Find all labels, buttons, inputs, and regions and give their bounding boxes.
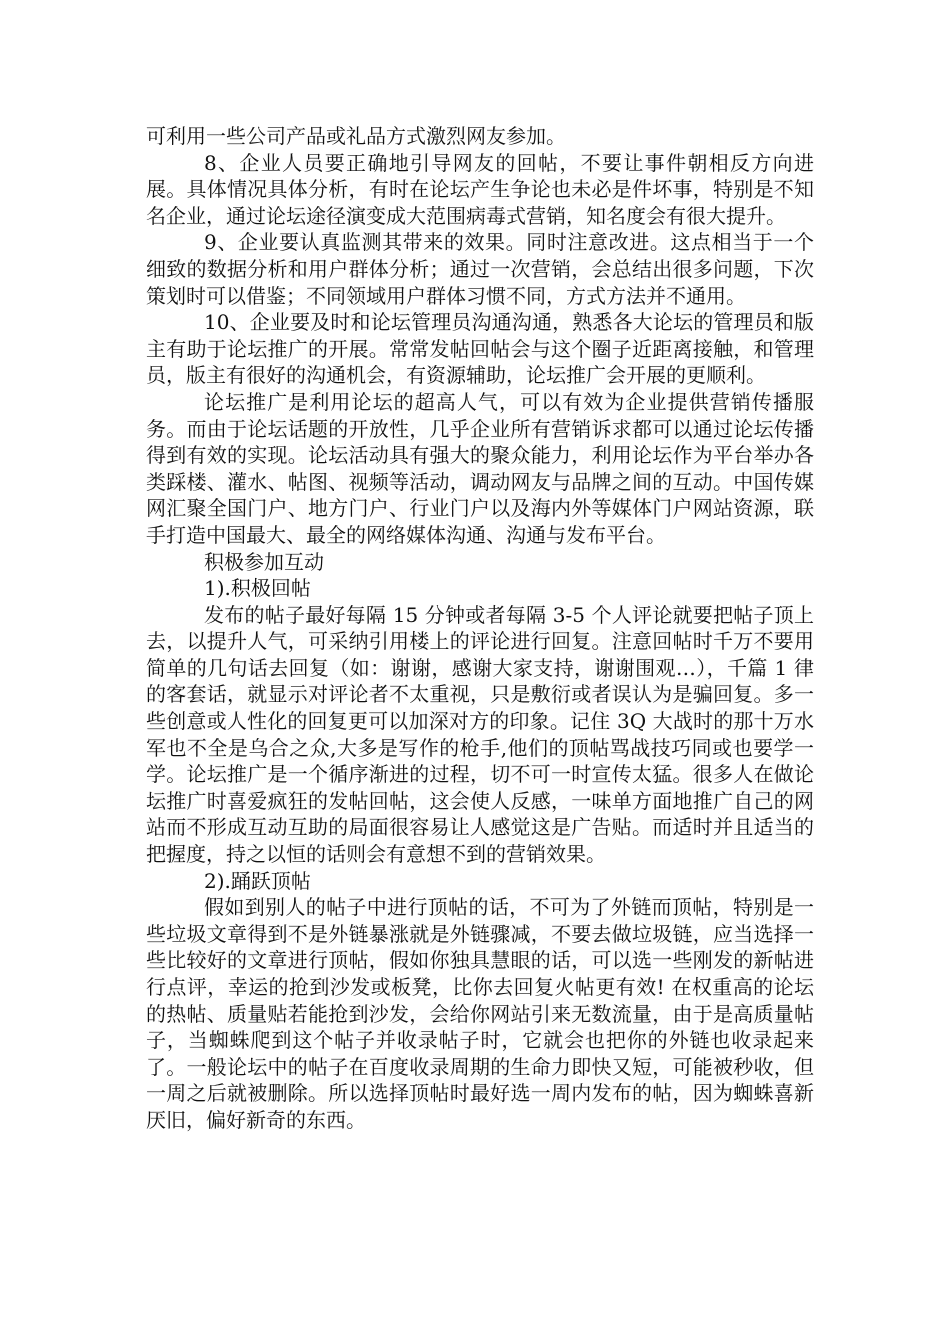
document-body [146,123,814,1134]
paragraph-reply: 发布的帖子最好每隔 15 分钟或者每隔 3-5 个人评论就要把帖子顶上去，以提升人气，可采纳引用楼上的评论进行回复。注意回帖时千万不要用简单的几句话去回复（如：谢谢，感谢大家支持，谢谢围观…），千篇 1 律的客套话，就显示对评论者不太重视，只是敷衍或者误认为是骗回复。多一些创意或人性化的回复更可以加深对方的印象。记住 3Q 大战时的那十万水军也不全是乌合之众,大多是写作的枪手,他们的顶帖骂战技巧同或也要学一学。论坛推广是一个循序渐进的过程，切不可一时宣传太猛。很多人在做论坛推广时喜爱疯狂的发帖回帖，这会使人反感，一味单方面地推广自己的网站而不形成互动互助的局面很容易让人感觉这是广告贴。而适时并且适当的把握度，持之以恒的话则会有意想不到的营销效果。 [146,602,814,867]
subheading-active-reply: 1).积极回帖 [204,576,311,601]
paragraph-item-8: 8、企业人员要正确地引导网友的回帖，不要让事件朝相反方向进展。具体情况具体分析，有时在论坛产生争论也未必是件坏事，特别是不知名企业，通过论坛途径演变成大范围病毒式营销，知名度会有很大提升。 [146,150,814,228]
paragraph-bump: 假如到别人的帖子中进行顶帖的话，不可为了外链而顶帖，特别是一些垃圾文章得到不是外链暴涨就是外链骤减，不要去做垃圾链，应当选择一些比较好的文章进行顶帖，假如你独具慧眼的话，可以选一些刚发的新帖进行点评，幸运的抢到沙发或板凳，比你去回复火帖更有效! 在权重高的论坛的热帖、质量贴若能抢到沙发，会给你网站引来无数流量，由于是高质量帖子，当蜘蛛爬到这个帖子并收录帖子时，它就会也把你的外链也收录起来了。一般论坛中的帖子在百度收录周期的生命力即快又短，可能被秒收，但一周之后就被删除。所以选择顶帖时最好选一周内发布的帖，因为蜘蛛喜新厌旧，偏好新奇的东西。 [146,895,814,1132]
paragraph-summary: 论坛推广是利用论坛的超高人气，可以有效为企业提供营销传播服务。而由于论坛话题的开放性，几乎企业所有营销诉求都可以通过论坛传播得到有效的实现。论坛活动具有强大的聚众能力，利用论坛作为平台举办各类踩楼、灌水、帖图、视频等活动，调动网友与品牌之间的互动。中国传媒网汇聚全国门户、地方门户、行业门户以及海内外等媒体门户网站资源，联手打造中国最大、最全的网络媒体沟通、沟通与发布平台。 [146,389,814,547]
paragraph-item-10: 10、企业要及时和论坛管理员沟通沟通，熟悉各大论坛的管理员和版主有助于论坛推广的开展。常常发帖回帖会与这个圈子近距离接触，和管理员，版主有很好的沟通机会，有资源辅助，论坛推广会开展的更顺利。 [146,310,814,388]
paragraph-continuation: 可利用一些公司产品或礼品方式激烈网友参加。 [146,124,566,148]
subheading-bump-posts: 2).踊跃顶帖 [204,868,311,893]
paragraph-item-9: 9、企业要认真监测其带来的效果。同时注意改进。这点相当于一个细致的数据分析和用户群体分析；通过一次营销，会总结出很多问题，下次策划时可以借鉴；不同领域用户群体习惯不同，方式方法并不通用。 [146,230,814,308]
section-heading-interact: 积极参加互动 [204,549,324,574]
